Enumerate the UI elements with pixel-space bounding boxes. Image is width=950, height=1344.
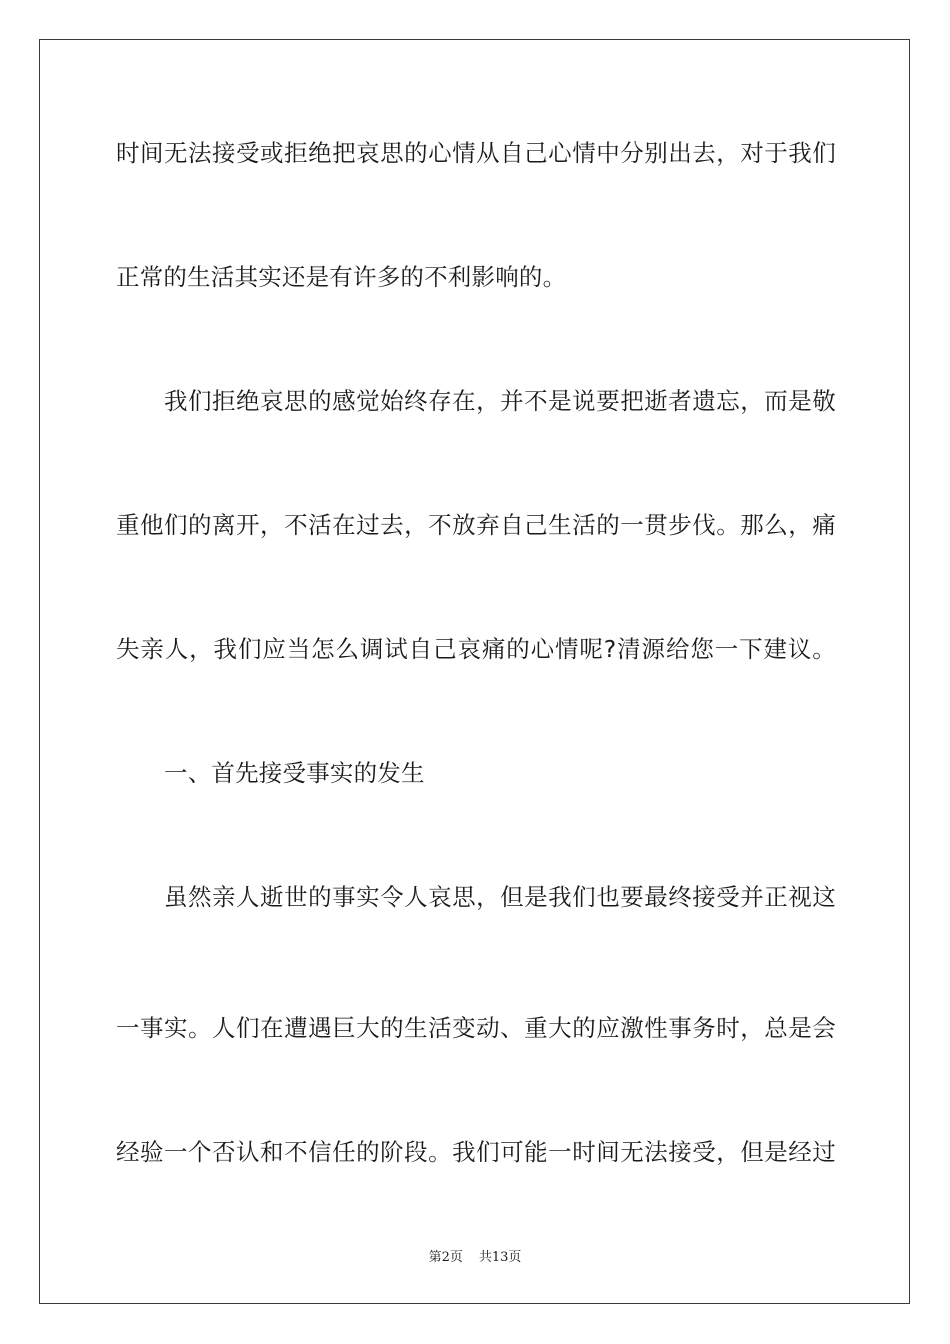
text-line: 虽然亲人逝世的事实令人哀思，但是我们也要最终接受并正视这 [164,883,836,911]
text-line: 一事实。人们在遭遇巨大的生活变动、重大的应激性事务时，总是会 [116,1014,836,1042]
page-border [39,39,910,1304]
text-line: 重他们的离开，不活在过去，不放弃自己生活的一贯步伐。那么，痛 [116,511,836,539]
text-line: 我们拒绝哀思的感觉始终存在，并不是说要把逝者遗忘，而是敬 [164,387,836,415]
text-line: 经验一个否认和不信任的阶段。我们可能一时间无法接受，但是经过 [116,1138,836,1166]
page-total: 共13页 [478,1250,522,1265]
text-line: 失亲人，我们应当怎么调试自己哀痛的心情呢?清源给您一下建议。 [116,635,836,663]
page-number: 第2页 [428,1250,463,1265]
text-line: 时间无法接受或拒绝把哀思的心情从自己心情中分别出去，对于我们 [116,139,836,167]
page-footer [0,1246,950,1265]
text-line: 正常的生活其实还是有许多的不利影响的。 [116,263,567,291]
section-heading: 一、首先接受事实的发生 [164,759,425,787]
